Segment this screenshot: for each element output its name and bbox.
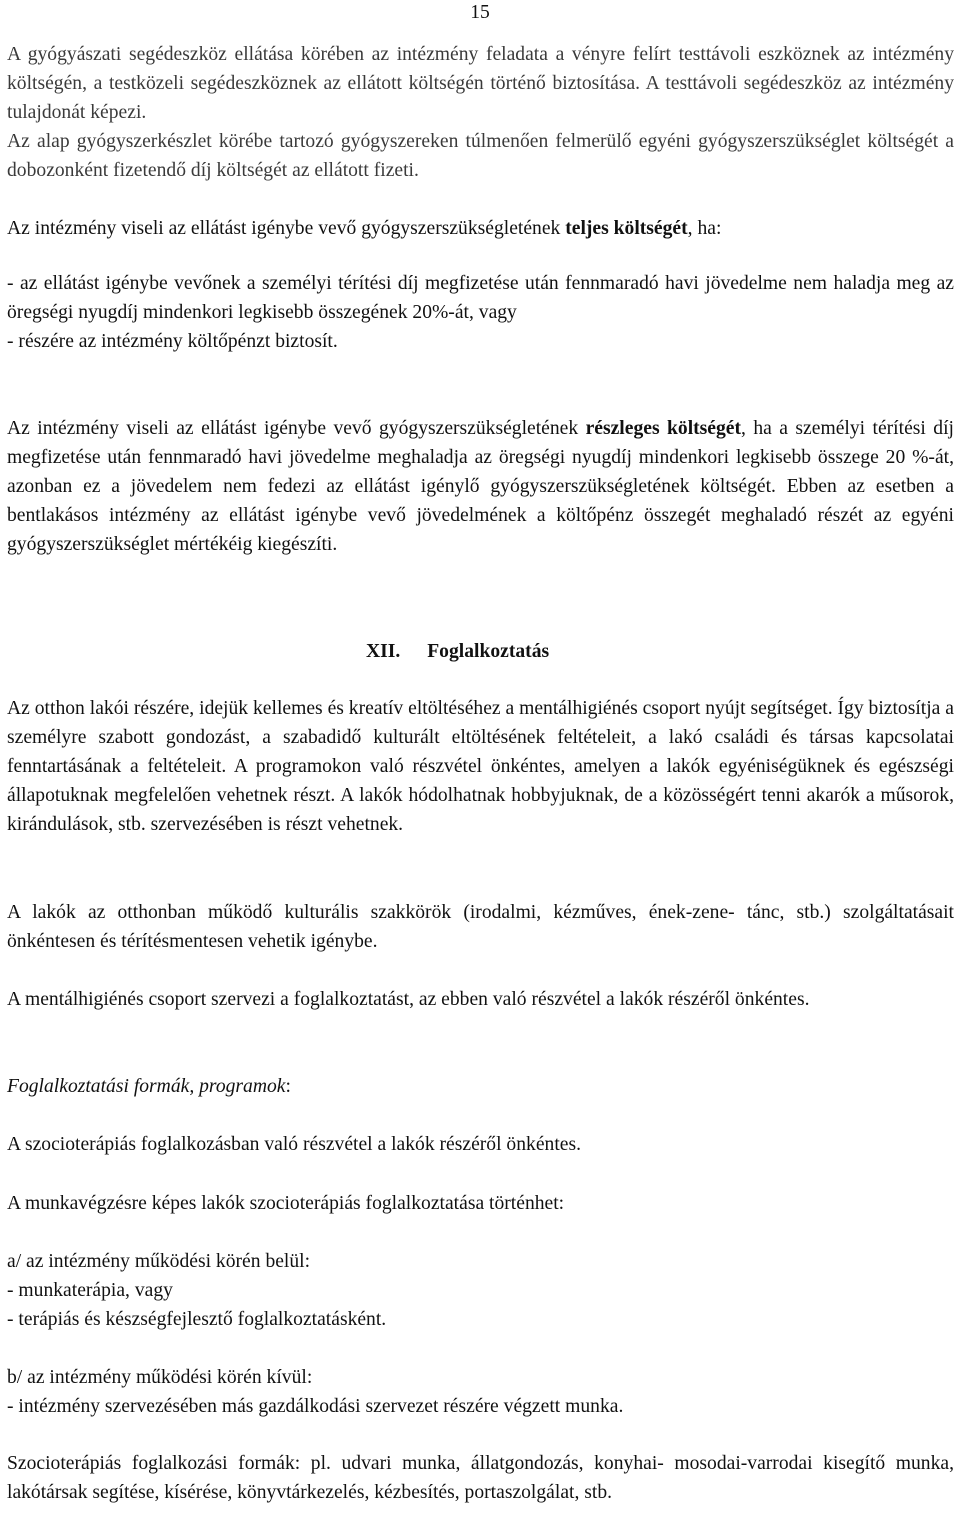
full-cost-emphasis: teljes költségét <box>565 218 688 239</box>
outside-item: - intézmény szervezésében más gazdálkodási szervezet részére végzett munka. <box>7 1396 624 1417</box>
condition-income: - az ellátást igénybe vevőnek a személyi térítési díj megfizetése után fennmaradó havi jövedelme nem haladja meg az öregségi nyugdíj mindenkori legkisebb összegének 20%-át, vagy <box>7 273 954 323</box>
condition-pocket-money: - részére az intézmény költőpénzt biztosít. <box>7 331 338 352</box>
outside-title: b/ az intézmény működési körén kívül: <box>7 1367 313 1388</box>
outside-section <box>7 1363 954 1421</box>
full-cost-text-end: , ha: <box>687 218 722 239</box>
section-title: Foglalkoztatás <box>427 641 550 662</box>
full-cost-text: Az intézmény viseli az ellátást igénybe vevő gyógyszerszükségletének <box>7 218 566 239</box>
clubs-paragraph: A lakók az otthonban működő kulturális szakkörök (irodalmi, kézműves, ének-zene- tánc, stb.) szolgáltatásait önkéntesen és térítésmentesen vehetik igénybe. <box>7 902 954 952</box>
forms-heading-colon: : <box>285 1076 291 1097</box>
inside-section <box>7 1247 954 1334</box>
inside-item: - munkaterápia, vagy <box>7 1280 173 1301</box>
inside-title: a/ az intézmény működési körén belül: <box>7 1251 311 1272</box>
sociotherapy-voluntary-paragraph: A szocioterápiás foglalkozásban való részvétel a lakók részéről önkéntes. <box>7 1134 581 1155</box>
full-cost-paragraph <box>7 214 954 243</box>
forms-heading <box>7 1072 954 1101</box>
forms-heading-text: Foglalkoztatási formák, programok <box>7 1076 286 1097</box>
section-number: XII. <box>366 641 401 662</box>
conditions-list <box>7 269 954 356</box>
intro-paragraph-aids: A gyógyászati segédeszköz ellátása körében az intézmény feladata a vényre felírt testtávoli eszköznek az intézmény költségén, a testközeli segédeszköznek az ellátott költségén történő biztosítása. A testtávoli segédeszköz az intézmény tulajdonát képezi. <box>7 44 954 123</box>
partial-cost-text: Az intézmény viseli az ellátást igénybe vevő gyógyszerszükségletének <box>7 418 586 439</box>
mental-hygiene-paragraph: A mentálhigiénés csoport szervezi a foglalkoztatást, az ebben való részvétel a lakók részéről önkéntes. <box>7 989 810 1010</box>
closing-paragraph: Szocioterápiás foglalkozási formák: pl. udvari munka, állatgondozás, konyhai- mosodai-varrodai kisegítő munka, lakótársak segítése, kísérése, könyvtárkezelés, kézbesítés, portaszolgálat, stb. <box>7 1453 954 1503</box>
partial-cost-text-end: , ha a személyi térítési díj megfizetése után fennmaradó havi jövedelme meghaladja az öregségi nyugdíj mindenkori legkisebb összege 20 %-át, azonban ez a jövedelem nem fedezi az ellátást igénylő gyógyszerszükségletének költségét. Ebben az esetben a bentlakásos intézmény az ellátást igénybe vevő jövedelmének a költőpénz összegét meghaladó részét az egyéni gyógyszerszükséglet mértékéig kiegészíti. <box>7 418 954 555</box>
partial-cost-emphasis: részleges költségét <box>585 418 742 439</box>
sociotherapy-work-paragraph: A munkavégzésre képes lakók szocioterápiás foglalkoztatása történhet: <box>7 1193 565 1214</box>
intro-paragraph-medicine: Az alap gyógyszerkészlet körébe tartozó gyógyszereken túlmenően felmerülő egyéni gyógyszerszükséglet költségét a dobozonként fizetendő díj költségét az ellátott fizeti. <box>7 131 954 181</box>
inside-item: - terápiás és készségfejlesztő foglalkoztatásként. <box>7 1309 387 1330</box>
page-number: 15 <box>470 2 490 23</box>
employment-intro-paragraph: Az otthon lakói részére, idejük kellemes és kreatív eltöltéséhez a mentálhigiénés csoport nyújt segítséget. Így biztosítja a személyre szabott gondozást, a szabadidő kulturált eltöltésének feltételeit, a lakó családi és társas kapcsolatai fenntartásának a feltételeit. A programokon való részvétel önkéntes, amelyen a lakók egyéniségüknek és egészségi állapotuknak megfelelően vehetnek részt. A lakók hódolhatnak hobbyjuknak, de a közösségért tenni akarók a műsorok, kirándulások, stb. szervezésében is részt vehetnek. <box>7 698 954 835</box>
section-heading <box>366 637 549 666</box>
partial-cost-paragraph <box>7 414 954 559</box>
